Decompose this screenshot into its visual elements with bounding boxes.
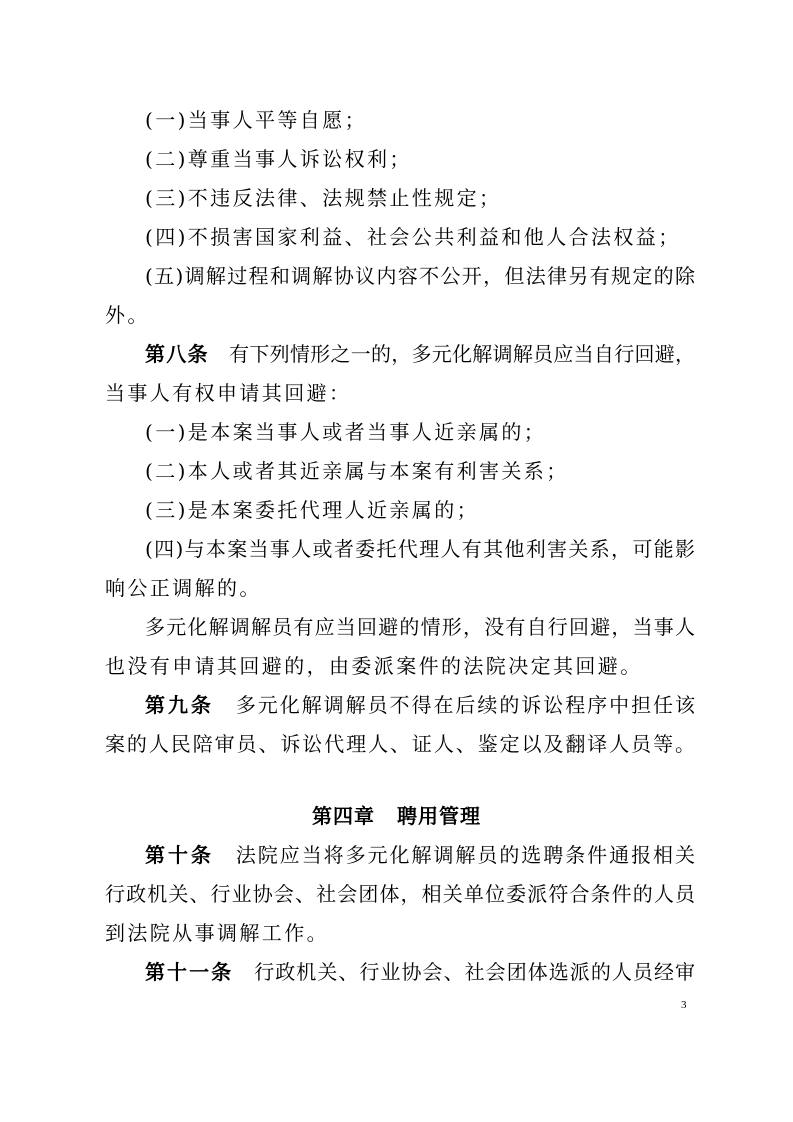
article-8-title: 第八条 bbox=[145, 342, 209, 366]
article-8-paragraph-2-line-2: 也没有申请其回避的，由委派案件的法院决定其回避。 bbox=[105, 654, 643, 678]
article-8-paragraph-2-line-1: 多元化解调解员有应当回避的情形，没有自行回避，当事人 bbox=[145, 615, 695, 639]
article-10-text: 法院应当将多元化解调解员的选聘条件通报相关 bbox=[233, 843, 695, 867]
article-11-line-1 bbox=[145, 958, 695, 986]
article-8-line-2: 当事人有权申请其回避： bbox=[105, 381, 352, 405]
article-9-line-1 bbox=[145, 691, 695, 719]
clause-4: (四)不损害国家利益、社会公共利益和他人合法权益； bbox=[145, 225, 681, 249]
article-10-title: 第十条 bbox=[145, 843, 214, 867]
article-9-text: 多元化解调解员不得在后续的诉讼程序中担任该 bbox=[233, 693, 695, 717]
article-9-title: 第九条 bbox=[145, 693, 214, 717]
article-8-text: 有下列情形之一的，多元化解调解员应当自行回避， bbox=[228, 342, 696, 366]
article-8-item-3: (三)是本案委托代理人近亲属的； bbox=[145, 498, 480, 522]
article-10-line-3: 到法院从事调解工作。 bbox=[105, 921, 329, 945]
article-10-line-2: 行政机关、行业协会、社会团体，相关单位委派符合条件的人员 bbox=[105, 882, 695, 906]
article-11-title: 第十一条 bbox=[145, 960, 234, 984]
clause-2: (二)尊重当事人诉讼权利； bbox=[145, 147, 412, 171]
article-8-item-2: (二)本人或者其近亲属与本案有利害关系； bbox=[145, 459, 569, 483]
article-8-item-1: (一)是本案当事人或者当事人近亲属的； bbox=[145, 420, 547, 444]
article-10-line-1 bbox=[145, 841, 695, 869]
chapter-number: 第四章 bbox=[312, 804, 375, 828]
clause-3: (三)不违反法律、法规禁止性规定； bbox=[145, 186, 502, 210]
clause-5: (五)调解过程和调解协议内容不公开，但法律另有规定的除 bbox=[145, 264, 695, 288]
clause-5-continued: 外。 bbox=[105, 303, 150, 327]
article-8-line-1 bbox=[145, 340, 695, 368]
chapter-heading bbox=[0, 802, 793, 830]
article-8-item-4: (四)与本案当事人或者委托代理人有其他利害关系，可能影 bbox=[145, 537, 695, 561]
clause-1: (一)当事人平等自愿； bbox=[145, 108, 368, 132]
chapter-name: 聘用管理 bbox=[397, 804, 481, 828]
article-8-item-4-continued: 响公正调解的。 bbox=[105, 576, 262, 600]
page-number: 3 bbox=[681, 999, 687, 1011]
article-9-line-2: 案的人民陪审员、诉讼代理人、证人、鉴定以及翻译人员等。 bbox=[105, 732, 695, 756]
article-11-text: 行政机关、行业协会、社会团体选派的人员经审 bbox=[253, 960, 696, 984]
